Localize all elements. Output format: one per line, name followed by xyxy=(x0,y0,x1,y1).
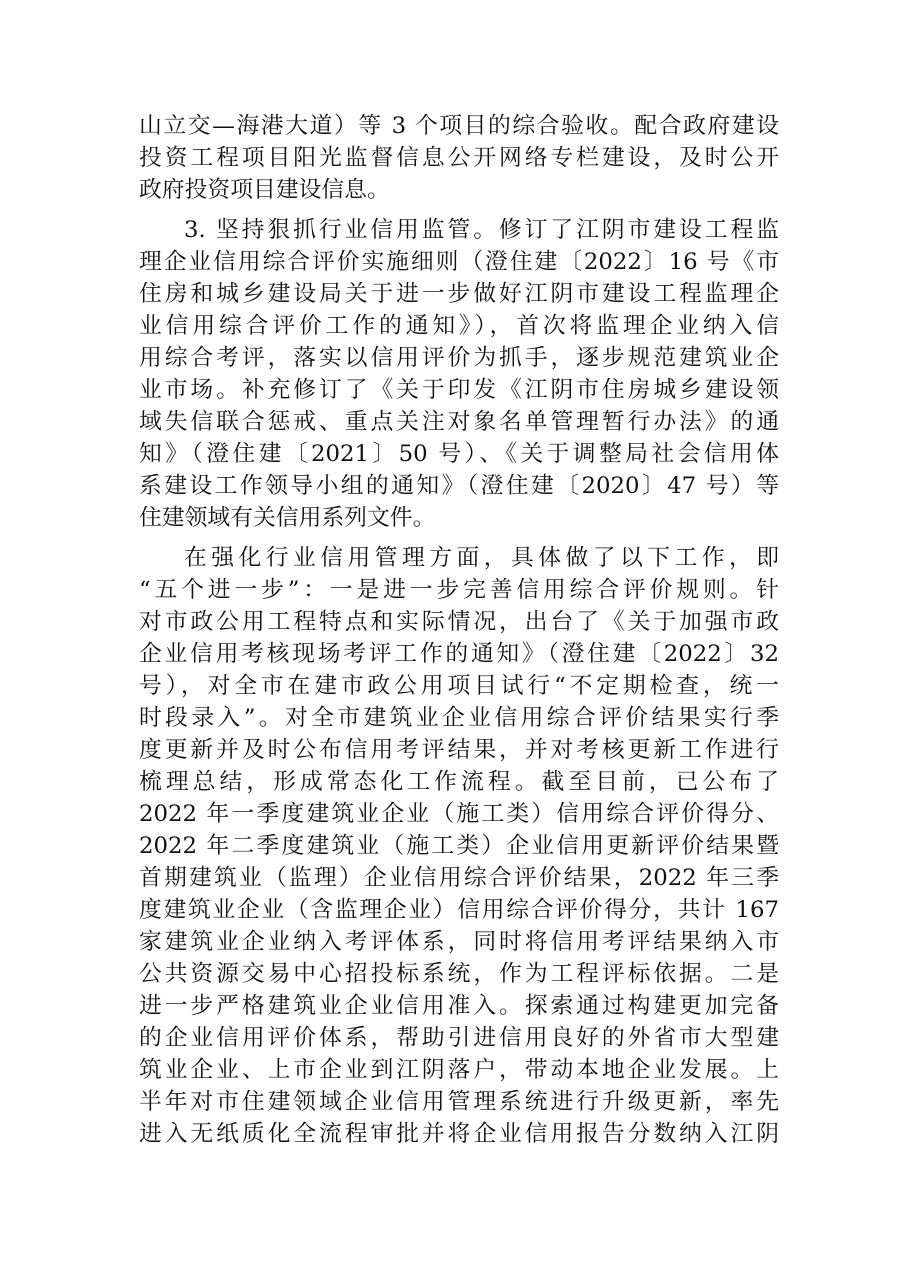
paragraph-3-line: 公共资源交易中心招投标系统，作为工程评标依据。二是 xyxy=(139,961,779,987)
paragraph-3-line: 进入无纸质化全流程审批并将企业信用报告分数纳入江阴 xyxy=(139,1121,779,1147)
paragraph-2-line: 3. 坚持狠抓行业信用监管。修订了江阴市建设工程监 xyxy=(184,217,779,243)
paragraph-3-line: 对市政公用工程特点和实际情况，出台了《关于加强市政 xyxy=(139,609,779,635)
paragraph-1-line: 投资工程项目阳光监督信息公开网络专栏建设，及时公开 xyxy=(139,145,779,171)
paragraph-2-line: 住房和城乡建设局关于进一步做好江阴市建设工程监理企 xyxy=(139,281,779,307)
paragraph-2-line: 住建领域有关信用系列文件。 xyxy=(139,505,436,531)
paragraph-1-line: 政府投资项目建设信息。 xyxy=(139,177,390,203)
paragraph-gap xyxy=(139,206,779,214)
paragraph-3-line: 度建筑业企业（含监理企业）信用综合评价得分，共计 167 xyxy=(139,897,779,923)
paragraph-3-line: 进一步严格建筑业企业信用准入。探索通过构建更加完备 xyxy=(139,993,779,1019)
paragraph-1-line: 山立交—海港大道）等 3 个项目的综合验收。配合政府建设 xyxy=(139,113,779,139)
paragraph-3-line: “五个进一步”：一是进一步完善信用综合评价规则。针 xyxy=(139,577,779,603)
paragraph-3-line: 家建筑业企业纳入考评体系，同时将信用考评结果纳入市 xyxy=(139,929,779,955)
paragraph-2-line: 系建设工作领导小组的通知》（澄住建〔2020〕47 号）等 xyxy=(139,473,779,499)
paragraph-2-line: 域失信联合惩戒、重点关注对象名单管理暂行办法》的通 xyxy=(139,409,779,435)
paragraph-3-line: 号），对全市在建市政公用项目试行“不定期检查，统一 xyxy=(139,673,779,699)
paragraph-3-line: 筑业企业、上市企业到江阴落户，带动本地企业发展。上 xyxy=(139,1057,779,1083)
paragraph-3-line: 首期建筑业（监理）企业信用综合评价结果，2022 年三季 xyxy=(139,865,779,891)
paragraph-3-line: 半年对市住建领域企业信用管理系统进行升级更新，率先 xyxy=(139,1089,779,1115)
paragraph-3-line: 梳理总结，形成常态化工作流程。截至目前，已公布了 xyxy=(139,769,779,795)
paragraph-3-line: 在强化行业信用管理方面，具体做了以下工作，即 xyxy=(184,545,779,571)
paragraph-2-line: 业市场。补充修订了《关于印发《江阴市住房城乡建设领 xyxy=(139,377,779,403)
paragraph-3-line: 2022 年一季度建筑业企业（施工类）信用综合评价得分、 xyxy=(139,801,779,827)
paragraph-3-line: 2022 年二季度建筑业（施工类）企业信用更新评价结果暨 xyxy=(139,833,779,859)
paragraph-2-line: 业信用综合评价工作的通知》），首次将监理企业纳入信 xyxy=(139,313,779,339)
paragraph-2-line: 理企业信用综合评价实施细则（澄住建〔2022〕16 号《市 xyxy=(139,249,779,275)
body-text xyxy=(139,110,779,1150)
paragraph-3-line: 的企业信用评价体系，帮助引进信用良好的外省市大型建 xyxy=(139,1025,779,1051)
paragraph-2-line: 用综合考评，落实以信用评价为抓手，逐步规范建筑业企 xyxy=(139,345,779,371)
paragraph-3-line: 度更新并及时公布信用考评结果，并对考核更新工作进行 xyxy=(139,737,779,763)
paragraph-gap xyxy=(139,534,779,542)
paragraph-2-line: 知》（澄住建〔2021〕50 号）、《关于调整局社会信用体 xyxy=(139,441,779,467)
paragraph-3-line: 企业信用考核现场考评工作的通知》（澄住建〔2022〕32 xyxy=(139,641,779,667)
paragraph-3-line: 时段录入”。对全市建筑业企业信用综合评价结果实行季 xyxy=(139,705,779,731)
